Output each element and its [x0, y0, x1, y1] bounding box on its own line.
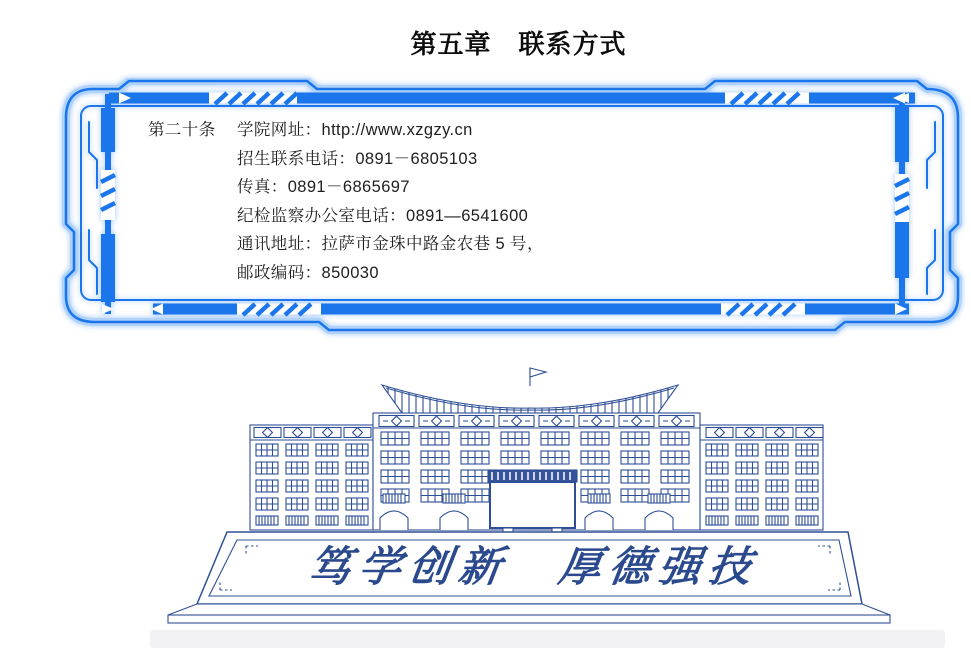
roof-canopy	[382, 384, 678, 413]
contact-block	[148, 116, 668, 288]
flag-icon	[530, 368, 546, 386]
ground-shadow	[150, 630, 945, 648]
website-url: http://www.xzgzy.cn	[321, 121, 473, 139]
contact-line-website: 学院网址：http://www.xzgzy.cn	[237, 121, 473, 139]
article-label: 第二十条	[148, 121, 216, 139]
motto-sign	[197, 532, 862, 604]
contact-line-admissions-phone: 招生联系电话：0891－6805103	[237, 149, 478, 168]
contact-line-discipline-office: 纪检监察办公室电话：0891—6541600	[237, 206, 529, 225]
contact-line-fax: 传真：0891－6865697	[237, 178, 410, 197]
right-wing	[700, 425, 823, 530]
campus-building-illustration	[160, 364, 900, 638]
contact-line-address: 通讯地址：拉萨市金珠中路金农巷 5 号，	[237, 235, 544, 254]
discipline-office-number: 0891—6541600	[406, 206, 529, 225]
contact-lines	[237, 116, 544, 288]
postal-address: 拉萨市金珠中路金农巷 5 号，	[321, 235, 544, 254]
fax-number: 0891－6865697	[287, 178, 410, 197]
postal-code: 850030	[321, 263, 379, 282]
admissions-phone-number: 0891－6805103	[355, 149, 478, 168]
sign-base	[168, 604, 890, 623]
left-wing	[250, 425, 373, 530]
contact-line-postal-code: 邮政编码：850030	[237, 263, 379, 282]
motto-calligraphy: 笃学创新 厚德强技	[305, 542, 763, 591]
page-title: 第五章 联系方式	[410, 29, 627, 59]
